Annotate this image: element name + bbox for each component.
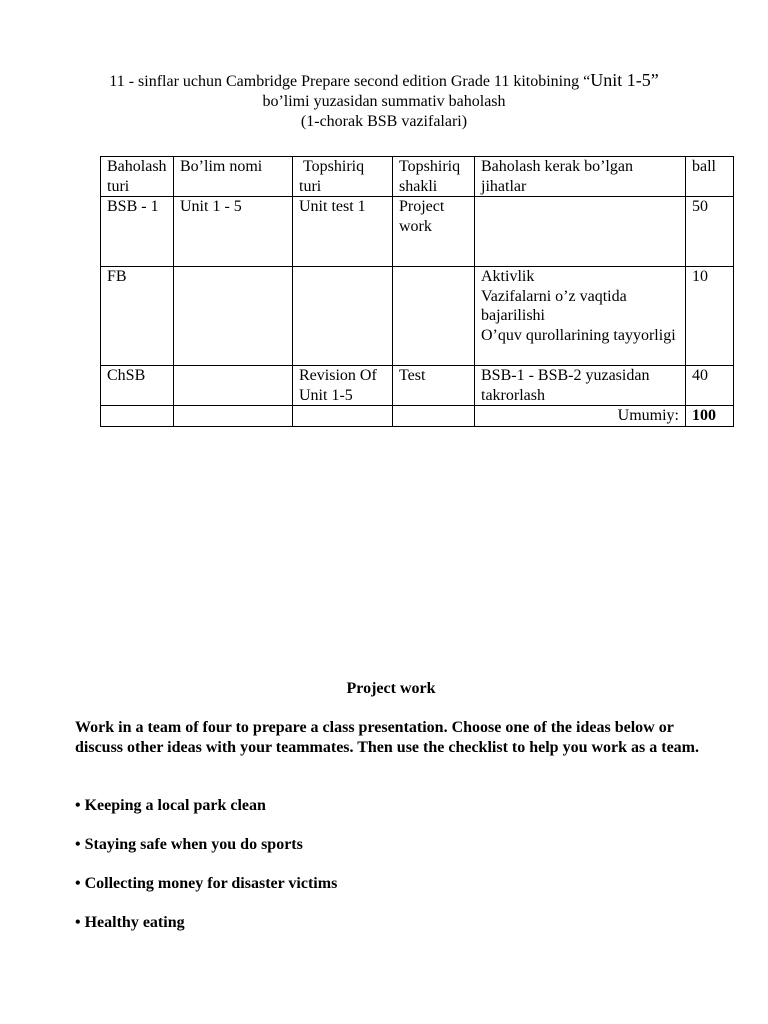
table-header-row [101, 157, 734, 197]
header-cell: Baholash kerak bo’lgan jihatlar [475, 157, 686, 197]
assessment-table [100, 156, 734, 427]
project-intro: Work in a team of four to prepare a class presentation. Choose one of the ideas below or discuss other ideas with your teammates. Then use the checklist to help you work as a team. [75, 719, 700, 756]
project-title: Project work [346, 680, 436, 697]
task-type-cell [293, 267, 393, 366]
criteria-item: Vazifalarni o’z vaqtida bajarilishi [481, 287, 627, 324]
points-cell: 10 [686, 267, 734, 366]
idea-list-item: • Staying safe when you do sports [75, 836, 303, 853]
section-cell: Unit 1 - 5 [174, 197, 293, 267]
criteria-item: Aktivlik [481, 268, 535, 285]
table-row [101, 366, 734, 406]
task-form-cell [393, 267, 475, 366]
table-total-row [101, 406, 734, 427]
heading-line-1 [0, 70, 768, 92]
total-value: 100 [686, 406, 734, 427]
task-type-cell: Revision Of Unit 1-5 [293, 366, 393, 406]
idea-list-item: • Healthy eating [75, 914, 185, 931]
heading-line-3: (1-chorak BSB vazifalari) [300, 113, 468, 130]
header-cell: ball [686, 157, 734, 197]
total-label: Umumiy: [475, 406, 686, 427]
criteria-item: O’quv qurollarining tayyorligi [481, 326, 676, 344]
task-form-cell: Project work [393, 197, 475, 267]
points-cell: 50 [686, 197, 734, 267]
task-type-cell: Unit test 1 [293, 197, 393, 267]
task-form-cell: Test [393, 366, 475, 406]
header-cell: Topshiriq turi [293, 157, 393, 197]
type-cell: FB [101, 267, 174, 366]
type-cell: BSB - 1 [101, 197, 174, 267]
table-row [101, 197, 734, 267]
idea-list-item: • Collecting money for disaster victims [75, 875, 338, 892]
heading-line-1-unit: Unit 1-5” [590, 70, 659, 90]
criteria-cell [475, 267, 686, 366]
section-cell [174, 366, 293, 406]
header-cell: Bo’lim nomi [174, 157, 293, 197]
heading-line-1-prefix: 11 - sinflar uchun Cambridge Prepare second edition Grade 11 kitobining “ [109, 73, 591, 90]
criteria-cell [475, 366, 686, 406]
header-cell: Baholash turi [101, 157, 174, 197]
heading-line-2: bo’limi yuzasidan summativ baholash [262, 93, 506, 110]
section-cell [174, 267, 293, 366]
type-cell: ChSB [101, 366, 174, 406]
header-cell: Topshiriq shakli [393, 157, 475, 197]
points-cell: 40 [686, 366, 734, 406]
criteria-cell [475, 197, 686, 267]
document-heading [0, 70, 768, 132]
idea-list-item: • Keeping a local park clean [75, 797, 266, 814]
criteria-item: BSB-1 - BSB-2 yuzasidan takrorlash [481, 367, 650, 404]
table-row [101, 267, 734, 366]
